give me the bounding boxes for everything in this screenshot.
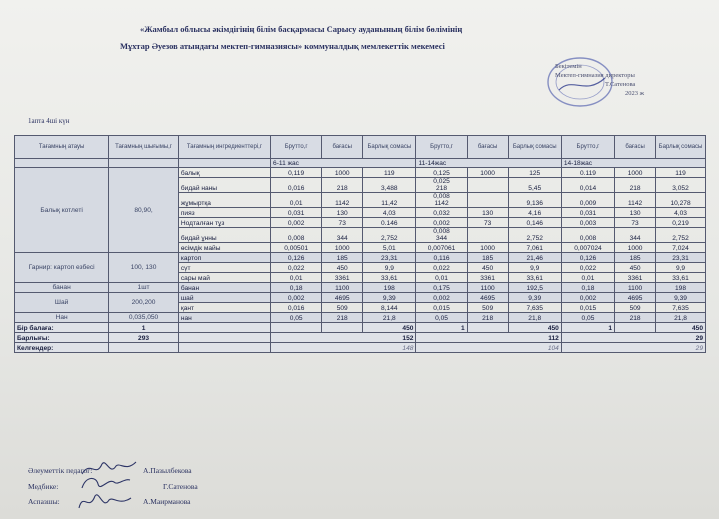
per-child-d: 1 (561, 323, 614, 333)
ingredient-name: сары май (178, 273, 270, 283)
all-b: 112 (416, 333, 561, 343)
dish-portion: 200,200 (109, 293, 179, 313)
col-total-1: Барлық сомасы (363, 136, 416, 159)
value-cell: 185 (322, 253, 363, 263)
value-cell: 0,002 (271, 293, 322, 303)
header-line-2: Мұхтар Әуезов атындағы мектеп-гимназиясы» коммуналдық мемлекеттік мекемесі (120, 41, 445, 51)
value-cell: 2,752 (508, 228, 561, 243)
dish-portion: 0,035,050 (109, 313, 179, 323)
age-group-3: 14-18жас (561, 159, 705, 168)
col-gross-2: Брутто,г (416, 136, 467, 159)
value-cell: 33,61 (363, 273, 416, 283)
value-cell: 0,05 (561, 313, 614, 323)
value-cell: 3361 (615, 273, 656, 283)
value-cell: 0,015 (561, 303, 614, 313)
value-cell (467, 228, 508, 243)
value-cell: 9,9 (656, 263, 706, 273)
value-cell: 0,05 (416, 313, 467, 323)
all-count: 293 (109, 333, 179, 343)
value-cell (467, 193, 508, 208)
value-cell: 0,01 (271, 273, 322, 283)
value-cell: 9,136 (508, 193, 561, 208)
value-cell: 0,009 (561, 193, 614, 208)
value-cell: 0,126 (561, 253, 614, 263)
value-cell: 4695 (615, 293, 656, 303)
all-row (15, 333, 706, 343)
value-cell: 0,016 (271, 178, 322, 193)
value-cell: 0,022 (416, 263, 467, 273)
menu-body (15, 168, 706, 323)
value-cell: 3,488 (363, 178, 416, 193)
value-cell: 344 (615, 228, 656, 243)
value-cell: 218 (615, 178, 656, 193)
value-cell: 2,752 (363, 228, 416, 243)
value-cell: 125 (508, 168, 561, 178)
value-cell: 9,9 (508, 263, 561, 273)
approval-line-3: Т.Сатенова (605, 81, 636, 88)
value-cell: 0,119 (271, 168, 322, 178)
value-cell: 0,125 (416, 168, 467, 178)
value-cell: 218 (615, 313, 656, 323)
arrived-c: 29 (561, 343, 705, 353)
value-cell: 7,635 (508, 303, 561, 313)
ingredient-name: шай (178, 293, 270, 303)
value-cell: 0,014 (561, 178, 614, 193)
value-cell: 0,126 (271, 253, 322, 263)
value-cell: 0,016 (271, 303, 322, 313)
age-group-2: 11-14жас (416, 159, 561, 168)
value-cell: 218 (467, 313, 508, 323)
value-cell: 0,002 (416, 218, 467, 228)
col-total-3: Барлық сомасы (656, 136, 706, 159)
value-cell: 1000 (467, 243, 508, 253)
value-cell: 0,002 (416, 293, 467, 303)
value-cell: 509 (467, 303, 508, 313)
dish-name: Балық котлеті (15, 168, 109, 253)
ingredient-name: өсімдік майы (178, 243, 270, 253)
value-cell: 0,008 (561, 228, 614, 243)
value-cell: 9,39 (363, 293, 416, 303)
sig-nurse-name: Г.Сатенова (163, 482, 198, 491)
value-cell: 11,42 (363, 193, 416, 208)
value-cell: 5,01 (363, 243, 416, 253)
value-cell: 21,46 (508, 253, 561, 263)
value-cell: 33,61 (508, 273, 561, 283)
value-cell: 4695 (467, 293, 508, 303)
dish-portion: 100, 130 (109, 253, 179, 283)
value-cell: 0,116 (416, 253, 467, 263)
value-cell: 73 (322, 218, 363, 228)
col-dish: Тағамның атауы (15, 136, 109, 159)
value-cell: 0,008 344 (416, 228, 467, 243)
value-cell: 1000 (615, 168, 656, 178)
value-cell: 4,16 (508, 208, 561, 218)
value-cell: 198 (656, 283, 706, 293)
approval-line-2: Мектеп-гимназия директоры (555, 72, 635, 79)
value-cell: 1000 (322, 243, 363, 253)
value-cell: 0,015 (416, 303, 467, 313)
col-ingredient: Тағамның ингредиенттері,г (178, 136, 270, 159)
ingredient-name: банан (178, 283, 270, 293)
value-cell: 21,8 (656, 313, 706, 323)
ingredient-row (15, 283, 706, 293)
value-cell: 7,024 (656, 243, 706, 253)
value-cell: 130 (467, 208, 508, 218)
value-cell: 9,39 (656, 293, 706, 303)
approval-block (555, 62, 695, 98)
ingredient-row (15, 253, 706, 263)
value-cell (467, 178, 508, 193)
col-price-1: бағасы (322, 136, 363, 159)
value-cell: 23,31 (363, 253, 416, 263)
value-cell: 0,01 (561, 273, 614, 283)
value-cell: 0,01 (416, 273, 467, 283)
sig-ped-label: Әлеуметтік педагог: (28, 466, 93, 475)
value-cell: 0,175 (416, 283, 467, 293)
dish-name: Шай (15, 293, 109, 313)
value-cell: 1100 (615, 283, 656, 293)
per-child-e: 450 (656, 323, 706, 333)
value-cell: 0,01 (271, 193, 322, 208)
arrived-a: 148 (271, 343, 416, 353)
ingredient-name: нан (178, 313, 270, 323)
col-total-2: Барлық сомасы (508, 136, 561, 159)
sig-cook-name: А.Маирманова (143, 497, 191, 506)
value-cell: 4,03 (656, 208, 706, 218)
ingredient-row (15, 313, 706, 323)
value-cell: 130 (615, 208, 656, 218)
value-cell: 0,00501 (271, 243, 322, 253)
arrived-b: 104 (416, 343, 561, 353)
per-child-label: Бір балаға: (15, 323, 109, 333)
ingredient-name: жұмыртқа (178, 193, 270, 208)
value-cell: 2,752 (656, 228, 706, 243)
approval-line-1: Бекітемін (555, 63, 582, 70)
ingredient-row (15, 168, 706, 178)
value-cell: 4695 (322, 293, 363, 303)
value-cell: 198 (363, 283, 416, 293)
value-cell: 450 (615, 263, 656, 273)
ingredient-name: Нодталған тұз (178, 218, 270, 228)
sig-ped-name: А.Пазылбекова (143, 466, 192, 475)
per-child-c: 450 (508, 323, 561, 333)
ingredient-row (15, 293, 706, 303)
header-line-1: «Жамбыл облысы әкімдігінің білім басқармасы Сарысу ауданының білім бөлімінің (140, 24, 463, 34)
value-cell: 1000 (615, 243, 656, 253)
value-cell: 5,45 (508, 178, 561, 193)
value-cell: 0,032 (416, 208, 467, 218)
per-child-b: 1 (416, 323, 467, 333)
value-cell: 130 (322, 208, 363, 218)
value-cell: 119 (363, 168, 416, 178)
dish-portion: 80,90, (109, 168, 179, 253)
value-cell: 0,007024 (561, 243, 614, 253)
value-cell: 0,022 (271, 263, 322, 273)
header-row (15, 136, 706, 159)
value-cell: 509 (322, 303, 363, 313)
value-cell: 1000 (467, 168, 508, 178)
value-cell: 33,61 (656, 273, 706, 283)
col-price-3: бағасы (615, 136, 656, 159)
sig-cook (28, 497, 191, 506)
col-gross-1: Брутто,г (271, 136, 322, 159)
age-row (15, 159, 706, 168)
per-child-count: 1 (109, 323, 179, 333)
value-cell: 0,025 218 (416, 178, 467, 193)
arrived-label: Келгендер: (15, 343, 109, 353)
value-cell: 0,05 (271, 313, 322, 323)
sig-nurse (28, 482, 198, 491)
all-label: Барлығы: (15, 333, 109, 343)
value-cell: 9,39 (508, 293, 561, 303)
value-cell: 9,9 (363, 263, 416, 273)
value-cell: 3361 (467, 273, 508, 283)
value-cell: 0,031 (561, 208, 614, 218)
arrived-row (15, 343, 706, 353)
value-cell: 185 (615, 253, 656, 263)
value-cell: 21,8 (508, 313, 561, 323)
value-cell: 185 (467, 253, 508, 263)
value-cell: 8,144 (363, 303, 416, 313)
col-gross-3: Брутто,г (561, 136, 614, 159)
value-cell: 450 (467, 263, 508, 273)
value-cell: 3361 (322, 273, 363, 283)
value-cell: 0,022 (561, 263, 614, 273)
all-a: 152 (271, 333, 416, 343)
value-cell: 7,061 (508, 243, 561, 253)
value-cell: 0,146 (508, 218, 561, 228)
age-group-1: 6-11 жас (271, 159, 416, 168)
value-cell: 3,052 (656, 178, 706, 193)
value-cell: 0,007061 (416, 243, 467, 253)
per-child-row (15, 323, 706, 333)
day-label: 1апта 4ші күн (28, 117, 70, 125)
value-cell: 21,8 (363, 313, 416, 323)
value-cell: 1100 (467, 283, 508, 293)
value-cell: 119 (656, 168, 706, 178)
value-cell: 0,002 (561, 293, 614, 303)
ingredient-name: балық (178, 168, 270, 178)
value-cell: 0.146 (363, 218, 416, 228)
dish-name: банан (15, 283, 109, 293)
col-portion: Тағамның шығымы,г (109, 136, 179, 159)
ingredient-name: бидай наны (178, 178, 270, 193)
approval-line-4: 2023 ж (625, 90, 645, 97)
value-cell: 1000 (322, 168, 363, 178)
dish-name: Нан (15, 313, 109, 323)
ingredient-name: картоп (178, 253, 270, 263)
sig-nurse-label: Медбике: (28, 482, 59, 491)
value-cell: 344 (322, 228, 363, 243)
all-c: 29 (561, 333, 705, 343)
value-cell: 450 (322, 263, 363, 273)
value-cell: 4,03 (363, 208, 416, 218)
sig-cook-label: Аспазшы: (28, 497, 60, 506)
value-cell: 23,31 (656, 253, 706, 263)
signature-cook (75, 488, 135, 514)
value-cell: 0,18 (561, 283, 614, 293)
dish-name: Гарнир: картоп езбесі (15, 253, 109, 283)
value-cell: 0,031 (271, 208, 322, 218)
ingredient-name: бидай ұнны (178, 228, 270, 243)
menu-table (14, 135, 706, 353)
value-cell: 0,18 (271, 283, 322, 293)
ingredient-name: сүт (178, 263, 270, 273)
value-cell: 0,008 1142 (416, 193, 467, 208)
dish-portion: 1шт (109, 283, 179, 293)
value-cell: 1142 (322, 193, 363, 208)
value-cell: 0,008 (271, 228, 322, 243)
value-cell: 192,5 (508, 283, 561, 293)
value-cell: 1142 (615, 193, 656, 208)
value-cell: 0,219 (656, 218, 706, 228)
value-cell: 7,635 (656, 303, 706, 313)
per-child-a: 450 (363, 323, 416, 333)
value-cell: 1100 (322, 283, 363, 293)
value-cell: 0.119 (561, 168, 614, 178)
value-cell: 10,278 (656, 193, 706, 208)
value-cell: 73 (467, 218, 508, 228)
ingredient-name: пияз (178, 208, 270, 218)
value-cell: 509 (615, 303, 656, 313)
value-cell: 218 (322, 313, 363, 323)
value-cell: 0,002 (271, 218, 322, 228)
value-cell: 0,003 (561, 218, 614, 228)
ingredient-name: қант (178, 303, 270, 313)
value-cell: 73 (615, 218, 656, 228)
col-price-2: бағасы (467, 136, 508, 159)
value-cell: 218 (322, 178, 363, 193)
